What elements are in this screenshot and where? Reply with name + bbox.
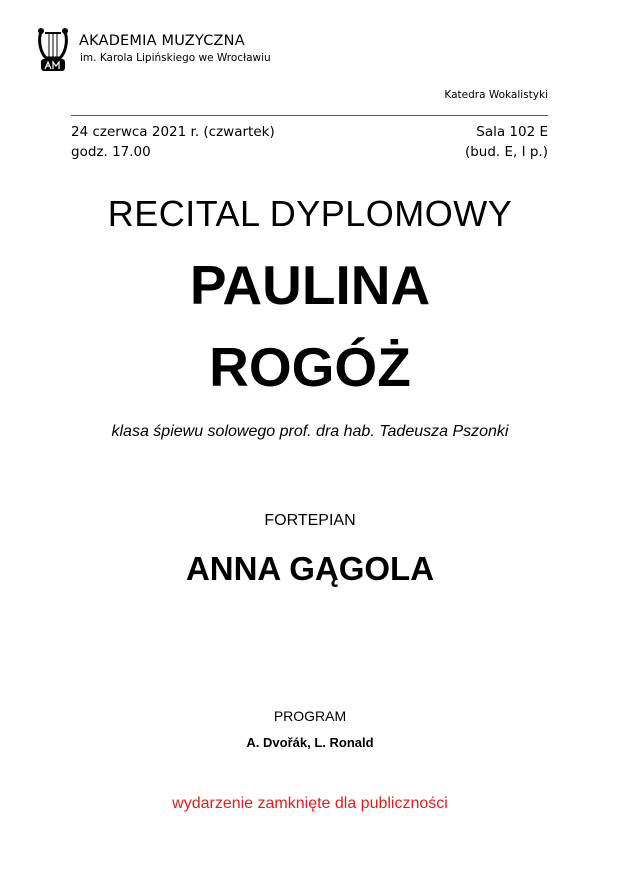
institution-subtitle: im. Karola Lipińskiego we Wrocławiu <box>80 52 271 64</box>
lyre-logo-icon <box>36 26 70 72</box>
institution-name: AKADEMIA MUZYCZNA <box>79 33 245 49</box>
recital-title: RECITAL DYPLOMOWY <box>107 193 513 234</box>
program-label: PROGRAM <box>273 708 347 724</box>
event-room: Sala 102 E <box>476 124 548 140</box>
closed-event-notice: wydarzenie zamknięte dla publiczności <box>172 795 448 812</box>
event-date: 24 czerwca 2021 r. (czwartek) <box>71 124 275 140</box>
program-composers: A. Dvořák, L. Ronald <box>246 735 374 750</box>
accompanist-name: ANNA GĄGOLA <box>185 550 435 587</box>
header-divider <box>71 115 548 116</box>
accompanist-label: FORTEPIAN <box>264 512 356 529</box>
class-info: klasa śpiewu solowego prof. dra hab. Tadeusza Pszonki <box>111 423 509 440</box>
event-building: (bud. E, I p.) <box>464 144 548 160</box>
event-time: godz. 17.00 <box>71 144 151 160</box>
department-name: Katedra Wokalistyki <box>444 89 548 101</box>
performer-last-name: ROGÓŻ <box>209 336 411 398</box>
performer-first-name: PAULINA <box>189 254 431 316</box>
